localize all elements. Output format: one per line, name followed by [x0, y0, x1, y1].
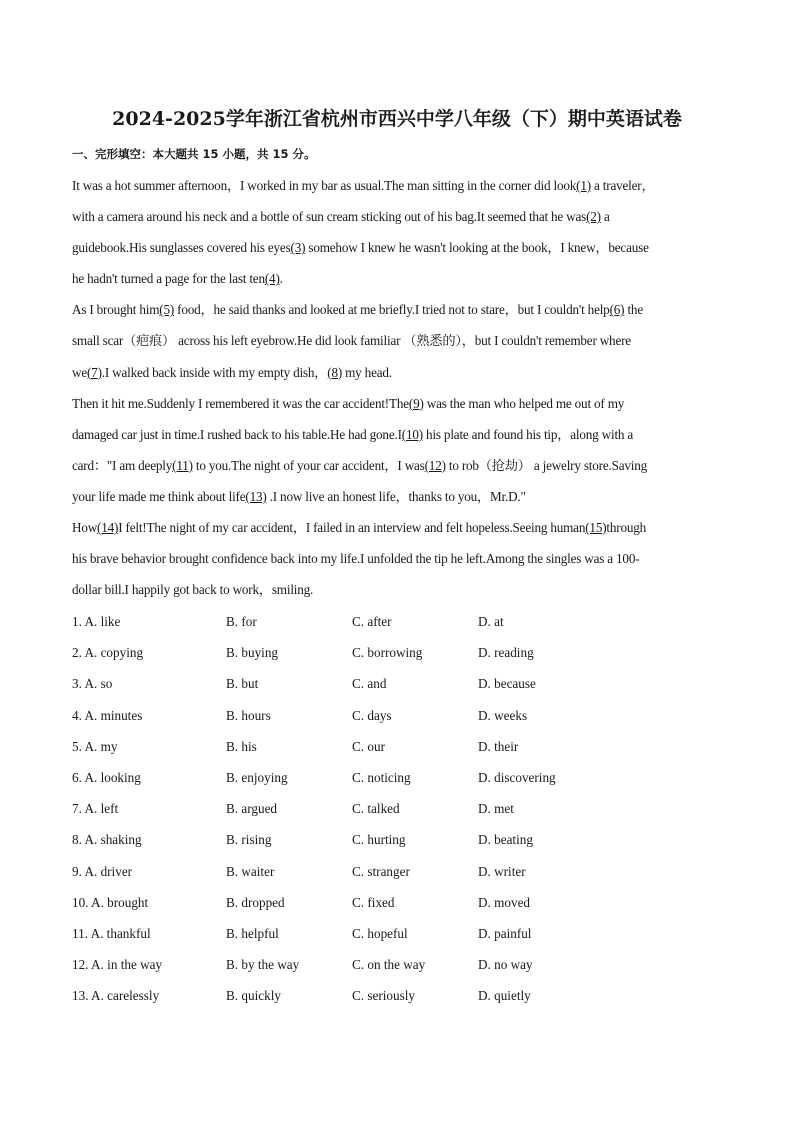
option-choice: B. argued	[226, 801, 278, 817]
option-row	[72, 980, 732, 1011]
passage-text: with a camera around his neck and a bottle of sun cream sticking out of his bag.It seemed that he was	[72, 209, 587, 225]
blank-number: (1)	[576, 178, 591, 193]
blank-number: (2)	[586, 209, 601, 225]
option-choice: D. no way	[478, 957, 533, 973]
option-row	[72, 856, 732, 887]
passage-text: a traveler，	[590, 178, 655, 193]
option-choice: 12. A. in the way	[72, 957, 163, 973]
passage-text: the	[624, 302, 643, 318]
option-choice: C. days	[352, 707, 392, 723]
passage-line	[72, 419, 722, 450]
option-choice: C. stranger	[352, 863, 410, 879]
blank-number: (13)	[245, 488, 267, 504]
passage-text: was the man who helped me out of my	[423, 395, 625, 411]
passage-text: .	[279, 271, 283, 287]
passage-line	[72, 481, 722, 512]
option-choice: C. on the way	[352, 957, 426, 973]
passage-line	[72, 574, 722, 605]
passage-text: my head.	[342, 364, 392, 380]
blank-number: (12)	[424, 457, 446, 473]
option-choice: C. after	[352, 614, 392, 629]
option-choice: B. by the way	[226, 957, 300, 973]
option-choice: D. discovering	[478, 769, 556, 785]
passage-text: Then it hit me.Suddenly I remembered it was the car accident!The	[72, 395, 409, 411]
option-choice: D. reading	[478, 645, 534, 661]
option-row	[72, 606, 732, 637]
passage-text: we	[72, 364, 87, 380]
passage-line	[72, 357, 722, 388]
passage-line	[72, 388, 722, 419]
option-choice: 1. A. like	[72, 614, 121, 629]
passage-text: to rob（抢劫） a jewelry store.Saving	[445, 457, 648, 473]
passage-text: through	[606, 520, 647, 536]
option-choice: B. dropped	[226, 894, 285, 910]
passage-line	[72, 450, 722, 481]
blank-number: (3)	[290, 240, 306, 256]
passage-text: card："I am deeply	[72, 457, 173, 473]
option-choice: C. borrowing	[352, 645, 423, 661]
option-choice: C. and	[352, 676, 387, 692]
passage-text: damaged car just in time.I rushed back to his table.He had gone.I	[72, 426, 402, 442]
option-choice: B. helpful	[226, 925, 279, 941]
option-choice: D. painful	[478, 925, 532, 941]
passage-line	[72, 294, 722, 325]
passage-text: he hadn't turned a page for the last ten	[72, 271, 265, 287]
page-title: 2024-2025学年浙江省杭州市西兴中学八年级（下）期中英语试卷	[112, 108, 682, 130]
option-choice: 7. A. left	[72, 801, 119, 817]
option-choice: D. quietly	[478, 988, 531, 1004]
passage-text: small scar（疤痕） across his left eyebrow.He did look familiar （熟悉的），but I couldn't remember where	[72, 333, 631, 349]
option-choice: B. enjoying	[226, 769, 288, 785]
passage-text: food，he said thanks and looked at me briefly.I tried not to stare，but I couldn't help	[174, 302, 610, 318]
option-choice: 8. A. shaking	[72, 832, 142, 848]
option-choice: D. writer	[478, 863, 526, 879]
option-choice: 2. A. copying	[72, 645, 144, 661]
blank-number: (8)	[327, 364, 343, 380]
option-row	[72, 824, 732, 855]
blank-number: (9)	[408, 395, 424, 411]
passage-text: I felt!The night of my car accident，I failed in an interview and felt hopeless.Seeing human	[118, 520, 586, 536]
option-choice: B. waiter	[226, 863, 275, 879]
passage-text: his plate and found his tip，along with a	[422, 426, 634, 442]
option-choice: D. met	[478, 801, 514, 817]
option-choice: 3. A. so	[72, 676, 113, 692]
option-choice: 6. A. looking	[72, 769, 141, 785]
option-choice: 9. A. driver	[72, 863, 133, 879]
option-choice: B. but	[226, 676, 259, 692]
option-choice: B. quickly	[226, 988, 281, 1004]
option-choice: B. for	[226, 614, 257, 629]
option-row	[72, 793, 732, 824]
option-choice: D. their	[478, 738, 519, 754]
passage-text: your life made me think about life	[72, 488, 246, 504]
option-choice: C. our	[352, 738, 385, 754]
blank-number: (15)	[585, 520, 607, 536]
passage-line	[72, 170, 722, 201]
passage-text: a	[600, 209, 610, 225]
option-choice: D. at	[478, 614, 504, 629]
option-row	[72, 668, 732, 699]
option-row	[72, 637, 732, 668]
passage-text: dollar bill.I happily got back to work，smiling.	[72, 582, 314, 598]
passage-text: guidebook.His sunglasses covered his eyes	[72, 240, 291, 256]
passage-text: .I now live an honest life，thanks to you，Mr.D."	[266, 488, 526, 504]
option-choice: B. his	[226, 738, 257, 754]
blank-number: (6)	[609, 302, 625, 318]
passage-line	[72, 201, 722, 232]
passage-text: It was a hot summer afternoon，I worked in my bar as usual.The man sitting in the corner did look	[72, 178, 577, 193]
passage-text: somehow I knew he wasn't looking at the book，I knew，because	[305, 240, 649, 256]
passage-line	[72, 232, 722, 263]
options-list	[72, 606, 732, 1011]
passage-text: .I walked back inside with my empty dish，	[101, 364, 328, 380]
section-heading: 一、完形填空：本大题共 15 小题，共 15 分。	[72, 147, 316, 161]
option-choice: C. fixed	[352, 894, 395, 910]
option-row	[72, 731, 732, 762]
passage-line	[72, 512, 722, 543]
option-choice: B. buying	[226, 645, 279, 661]
option-row	[72, 887, 732, 918]
option-choice: C. talked	[352, 801, 400, 817]
cloze-passage	[72, 170, 722, 605]
passage-text: As I brought him	[72, 302, 160, 318]
option-row	[72, 949, 732, 980]
option-row	[72, 700, 732, 731]
blank-number: (7)	[86, 364, 102, 380]
option-choice: 11. A. thankful	[72, 925, 151, 941]
option-choice: 10. A. brought	[72, 894, 149, 910]
passage-text: his brave behavior brought confidence back into my life.I unfolded the tip he left.Among the singles was a 100-	[72, 551, 640, 567]
option-choice: C. hurting	[352, 832, 406, 848]
option-choice: B. rising	[226, 832, 272, 848]
option-choice: B. hours	[226, 707, 271, 723]
blank-number: (10)	[401, 426, 423, 442]
blank-number: (4)	[264, 271, 280, 287]
blank-number: (5)	[159, 302, 175, 318]
option-choice: D. beating	[478, 832, 533, 848]
option-choice: C. noticing	[352, 769, 411, 785]
option-choice: 5. A. my	[72, 738, 118, 754]
blank-number: (14)	[97, 520, 119, 536]
option-choice: 4. A. minutes	[72, 707, 143, 723]
option-choice: D. because	[478, 676, 536, 692]
option-choice: C. seriously	[352, 988, 416, 1004]
option-choice: D. moved	[478, 894, 531, 910]
passage-text: to you.The night of your car accident，I was	[192, 457, 425, 473]
passage-text: How	[72, 520, 98, 536]
option-choice: D. weeks	[478, 707, 528, 723]
option-row	[72, 762, 732, 793]
passage-line	[72, 543, 722, 574]
passage-line	[72, 263, 722, 294]
passage-line	[72, 325, 722, 356]
blank-number: (11)	[172, 457, 193, 473]
option-row	[72, 918, 732, 949]
option-choice: C. hopeful	[352, 925, 408, 941]
option-choice: 13. A. carelessly	[72, 988, 160, 1004]
